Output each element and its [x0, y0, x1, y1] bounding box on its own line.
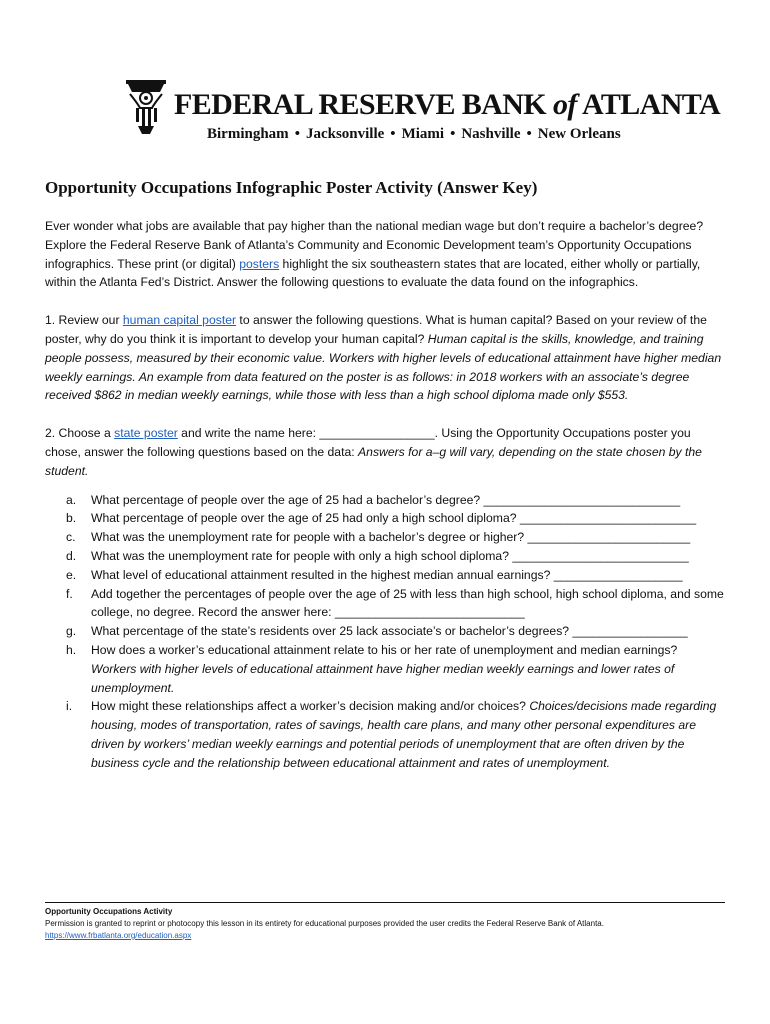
- page-footer: [45, 902, 725, 942]
- list-item: g. What percentage of the state’s residents over 25 lack associate’s or bachelor’s degrees? _________________: [66, 624, 688, 639]
- sub-question-list: [45, 491, 725, 773]
- posters-link[interactable]: posters: [239, 256, 280, 271]
- separator: •: [294, 126, 300, 142]
- state-poster-link[interactable]: state poster: [114, 426, 178, 441]
- intro-paragraph: Ever wonder what jobs are available that pay higher than the national median wage but don’t require a bachelor’s degree? Explore the Federal Reserve Bank of Atlanta’s Community and Economic Development team’s Opportunity Occupations infographics. These print (or digital) posters highlight the six southeastern states that are located, either wholly or partially, within the Atlanta Fed’s District. Answer the following questions to evaluate the data found on the infographics.: [45, 219, 704, 290]
- question-2: 2. Choose a state poster and write the name here: _________________. Using the Opportunity Occupations poster you chose, answer the following questions based on the data: Answers for a–g will vary, depending on the state chosen by the student.: [45, 426, 702, 478]
- list-item: a. What percentage of people over the age of 25 had a bachelor’s degree? _____________________________: [66, 492, 681, 507]
- page-title: Opportunity Occupations Infographic Poster Activity (Answer Key): [45, 178, 538, 197]
- branch-city: Birmingham: [207, 126, 289, 142]
- question-1-answer: Human capital is the skills, knowledge, and training people possess, measured by their economic value. Workers with higher levels of educational attainment have higher median weekly earnings. An example from data featured on the poster is as follows: in 2018 workers with an associate’s degree received $862 in median weekly earnings, while those with less than a high school diploma made only $553.: [45, 331, 722, 403]
- education-url-link[interactable]: https://www.frbatlanta.org/education.aspx: [45, 931, 192, 940]
- list-item: d. What was the unemployment rate for people with only a high school diploma? __________________________: [66, 548, 689, 563]
- eagle-logo-icon: [120, 78, 170, 138]
- list-item: i. How might these relationships affect a worker’s decision making and/or choices? Choices/decisions made regarding housing, modes of transportation, rates of savings, health care plans, and many other personal expenditures are driven by workers’ median weekly earnings and potential periods of unemployment that are often driven by the business cycle and the relationship between educational attainment and rates of unemployment.: [66, 699, 717, 770]
- separator: •: [450, 126, 456, 142]
- answer-text: Choices/decisions made regarding housing, modes of transportation, rates of savings, health care plans, and many other personal expenditures are driven by workers’ median weekly earnings and potential periods of unemployment that are often driven by the business cycle and the relationship between educational attainment and rates of unemployment.: [91, 699, 717, 770]
- list-item: e. What level of educational attainment resulted in the highest median annual earnings? ___________________: [66, 567, 683, 582]
- list-item: c. What was the unemployment rate for people with a bachelor’s degree or higher? ________________________: [66, 530, 691, 545]
- document-body: [45, 178, 725, 773]
- question-2-answer: Answers for a–g will vary, depending on the state chosen by the student.: [45, 444, 702, 478]
- question-1: 1. Review our human capital poster to answer the following questions. What is human capital? Based on your review of the poster, why do you think it is important to develop your human capital? Human capital is the skills, knowledge, and training people possess, measured by their economic value. Workers with higher levels of educational attainment have higher median weekly earnings. An example from data featured on the poster is as follows: in 2018 workers with an associate’s degree received $862 in median weekly earnings, while those with less than a high school diploma made only $553.: [45, 313, 722, 403]
- branch-city: Jacksonville: [305, 126, 385, 142]
- separator: •: [390, 126, 396, 142]
- list-item: f. Add together the percentages of people over the age of 25 with less than high school, high school diploma, and some college, no degree. Record the answer here: ____________________________: [66, 586, 724, 620]
- answer-text: Workers with higher levels of educational attainment have higher median weekly earnings and lower rates of unemployment.: [91, 661, 675, 695]
- list-item: b. What percentage of people over the age of 25 had only a high school diploma? __________________________: [66, 511, 697, 526]
- branch-city: Nashville: [461, 126, 521, 142]
- branch-city: Miami: [401, 126, 445, 142]
- footer-permission: Permission is granted to reprint or photocopy this lesson in its entirety for educational purposes provided the user credits the Federal Reserve Bank of Atlanta.: [45, 919, 604, 928]
- footer-title: Opportunity Occupations Activity: [45, 907, 173, 916]
- separator: •: [526, 126, 532, 142]
- letterhead: [120, 78, 721, 148]
- branch-cities: [207, 126, 621, 143]
- bank-name: FEDERAL RESERVE BANK of ATLANTA: [174, 88, 721, 121]
- list-item: h. How does a worker’s educational attainment relate to his or her rate of unemployment and median earnings? Workers with higher levels of educational attainment have higher median weekly earnings and lower rates of unemployment.: [66, 642, 678, 695]
- human-capital-poster-link[interactable]: human capital poster: [122, 313, 237, 328]
- branch-city: New Orleans: [537, 126, 621, 142]
